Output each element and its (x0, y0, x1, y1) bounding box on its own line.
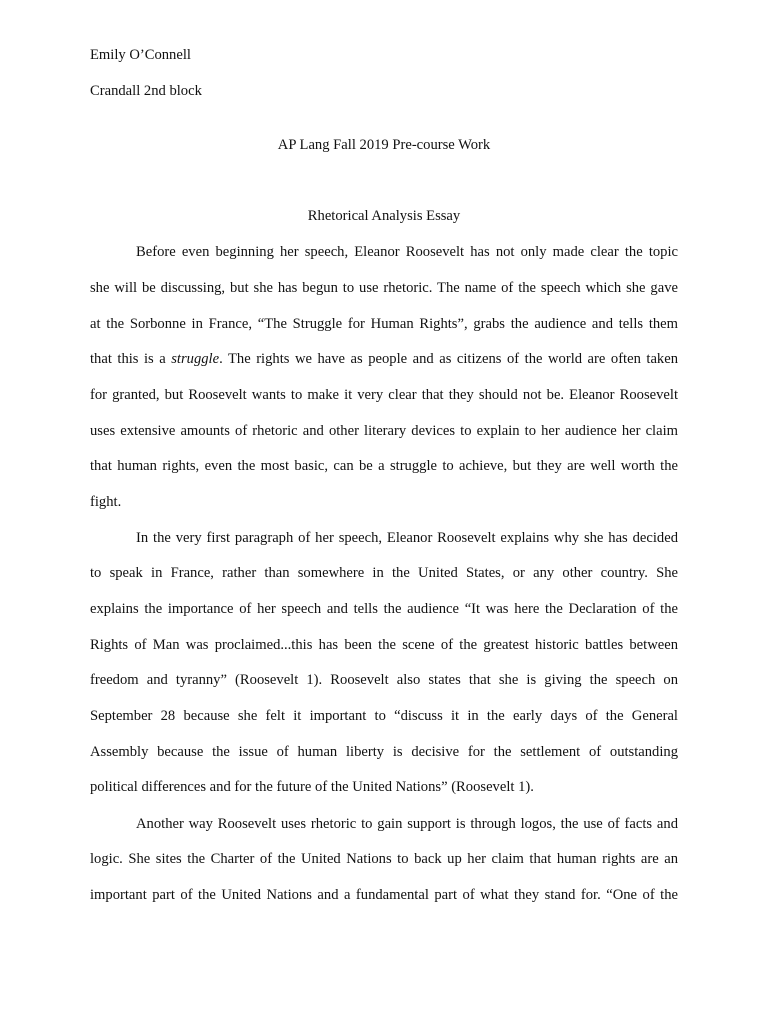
paragraph-line: logic. She sites the Charter of the United Nations to back up her claim that human rights are an (90, 851, 678, 867)
paragraph-line: at the Sorbonne in France, “The Struggle for Human Rights”, grabs the audience and tells them (90, 316, 678, 332)
line-text: . The rights we have as people and as citizens of the world are often taken (219, 351, 678, 367)
emphasized-word: struggle (171, 351, 220, 367)
paragraph-line: that human rights, even the most basic, can be a struggle to achieve, but they are well worth the (90, 458, 678, 474)
paragraph-line: political differences and for the future of the United Nations” (Roosevelt 1). (90, 779, 534, 795)
author-name: Emily O’Connell (90, 47, 191, 63)
paragraph-line: uses extensive amounts of rhetoric and other literary devices to explain to her audience her claim (90, 423, 678, 439)
paragraph-line: freedom and tyranny” (Roosevelt 1). Roosevelt also states that she is giving the speech on (90, 672, 678, 688)
paragraph-line: September 28 because she felt it important to “discuss it in the early days of the General (90, 708, 678, 724)
paragraph-line: to speak in France, rather than somewhere in the United States, or any other country. She (90, 565, 678, 581)
paragraph-line: she will be discussing, but she has begun to use rhetoric. The name of the speech which she gave (90, 280, 678, 296)
line-text: that this is a (90, 351, 172, 367)
essay-title: Rhetorical Analysis Essay (307, 208, 461, 224)
course-title: AP Lang Fall 2019 Pre-course Work (277, 137, 491, 153)
paragraph-line: Another way Roosevelt uses rhetoric to gain support is through logos, the use of facts and (136, 816, 678, 832)
paragraph-line: important part of the United Nations and a fundamental part of what they stand for. “One of the (90, 887, 678, 903)
paragraph-line: Rights of Man was proclaimed...this has been the scene of the greatest historic battles between (90, 637, 678, 653)
paragraph-line: Before even beginning her speech, Eleanor Roosevelt has not only made clear the topic (136, 244, 678, 260)
paragraph-line: In the very first paragraph of her speech, Eleanor Roosevelt explains why she has decided (136, 530, 678, 546)
paragraph-line: fight. (90, 494, 122, 510)
paragraph-line: Assembly because the issue of human liberty is decisive for the settlement of outstanding (90, 744, 678, 760)
paragraph-line (90, 350, 678, 368)
paragraph-line: for granted, but Roosevelt wants to make it very clear that they should not be. Eleanor Roosevelt (90, 387, 678, 403)
class-block: Crandall 2nd block (90, 83, 202, 99)
paragraph-line: explains the importance of her speech and tells the audience “It was here the Declaration of the (90, 601, 678, 617)
